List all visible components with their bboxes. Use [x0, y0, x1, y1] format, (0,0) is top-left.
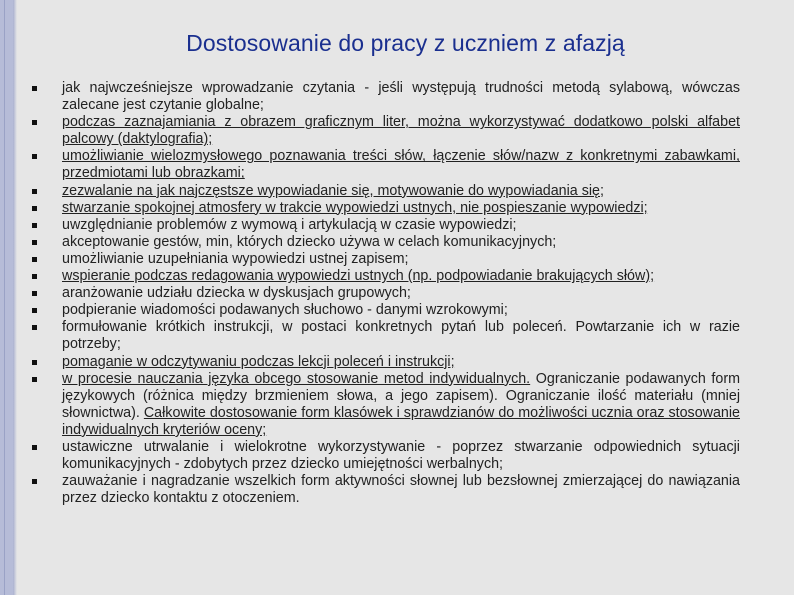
item-text-underlined: wspieranie podczas redagowania wypowiedzi ustnych (np. podpowiadanie brakujących słów);	[62, 268, 655, 285]
bullet-icon	[32, 325, 37, 330]
item-text-underlined: w procesie nauczania języka obcego stosowanie metod indywidualnych.	[62, 370, 531, 387]
bullet-icon	[32, 189, 37, 194]
list-item	[32, 148, 740, 182]
list-item	[32, 251, 740, 268]
bullet-icon	[32, 291, 37, 296]
bullet-icon	[32, 240, 37, 245]
list-item	[32, 268, 740, 285]
item-text-underlined: stwarzanie spokojnej atmosfery w trakcie wypowiedzi ustnych, nie pospieszanie wypowiedzi;	[62, 199, 648, 216]
bullet-icon	[32, 154, 37, 159]
bullet-icon	[32, 274, 37, 279]
item-text-underlined: pomaganie w odczytywaniu podczas lekcji poleceń i instrukcji;	[62, 353, 455, 370]
list-item	[32, 371, 740, 439]
item-text: zauważanie i nagradzanie wszelkich form aktywności słownej lub bezsłownej zmierzającej do nawiązania przez dziecko kontaktu z otoczeniem.	[62, 473, 740, 507]
list-item	[32, 114, 740, 148]
item-text: jak najwcześniejsze wprowadzanie czytania - jeśli występują trudności metodą sylabową, wówczas zalecane jest czytanie globalne;	[62, 80, 740, 114]
bullet-icon	[32, 223, 37, 228]
list-item	[32, 319, 740, 353]
item-text-underlined: zezwalanie na jak najczęstsze wypowiadanie się, motywowanie do wypowiadania się;	[62, 182, 604, 199]
item-text-underlined: podczas zaznajamiania z obrazem graficznym liter, można wykorzystywać dodatkowo polski alfabet palcowy (daktylografia);	[62, 114, 740, 148]
item-text: umożliwianie uzupełniania wypowiedzi ustnej zapisem;	[62, 250, 409, 267]
item-text: Ograniczanie podawanych form językowych (różnica między brzmieniem słowa, a jego zapisem). Ograniczanie ilość materiału (mniej słownictwa).	[62, 370, 740, 421]
bullet-icon	[32, 377, 37, 382]
bullet-icon	[32, 479, 37, 484]
list-item	[32, 183, 740, 200]
item-text: uwzględnianie problemów z wymową i artykulacją w czasie wypowiedzi;	[62, 216, 517, 233]
bullet-icon	[32, 445, 37, 450]
bullet-icon	[32, 360, 37, 365]
bullet-icon	[32, 120, 37, 125]
list-item	[32, 354, 740, 371]
item-text-underlined: Całkowite dostosowanie form klasówek i sprawdzianów do możliwości ucznia oraz stosowanie indywidualnych kryteriów oceny;	[62, 404, 740, 438]
list-item	[32, 200, 740, 217]
list-item	[32, 234, 740, 251]
item-text: akceptowanie gestów, min, których dziecko używa w celach komunikacyjnych;	[62, 233, 557, 250]
item-text: podpieranie wiadomości podawanych słuchowo - danymi wzrokowymi;	[62, 302, 508, 319]
item-text: ustawiczne utrwalanie i wielokrotne wykorzystywanie - poprzez stwarzanie odpowiednich sytuacji komunikacyjnych - zdobytych przez dziecko umiejętności werbalnych;	[62, 438, 740, 473]
item-text: aranżowanie udziału dziecka w dyskusjach grupowych;	[62, 285, 411, 302]
list-item	[32, 285, 740, 302]
bullet-icon	[32, 206, 37, 211]
list-item	[32, 217, 740, 234]
list-item	[32, 473, 740, 507]
item-text-underlined: umożliwianie wielozmysłowego poznawania treści słów, łączenie słów/nazw z konkretnymi zabawkami, przedmiotami lub obrazkami;	[62, 148, 740, 182]
bullet-icon	[32, 308, 37, 313]
bullet-icon	[32, 257, 37, 262]
bullet-icon	[32, 86, 37, 91]
list-item	[32, 439, 740, 473]
left-bar-line	[4, 0, 5, 595]
list-item	[32, 302, 740, 319]
bullet-list	[32, 80, 740, 507]
left-decorative-bar	[0, 0, 17, 595]
slide-title: Dostosowanie do pracy z uczniem z afazją	[186, 30, 625, 56]
list-item	[32, 80, 740, 114]
item-text: formułowanie krótkich instrukcji, w postaci konkretnych pytań lub poleceń. Powtarzanie ich w razie potrzeby;	[62, 319, 740, 353]
